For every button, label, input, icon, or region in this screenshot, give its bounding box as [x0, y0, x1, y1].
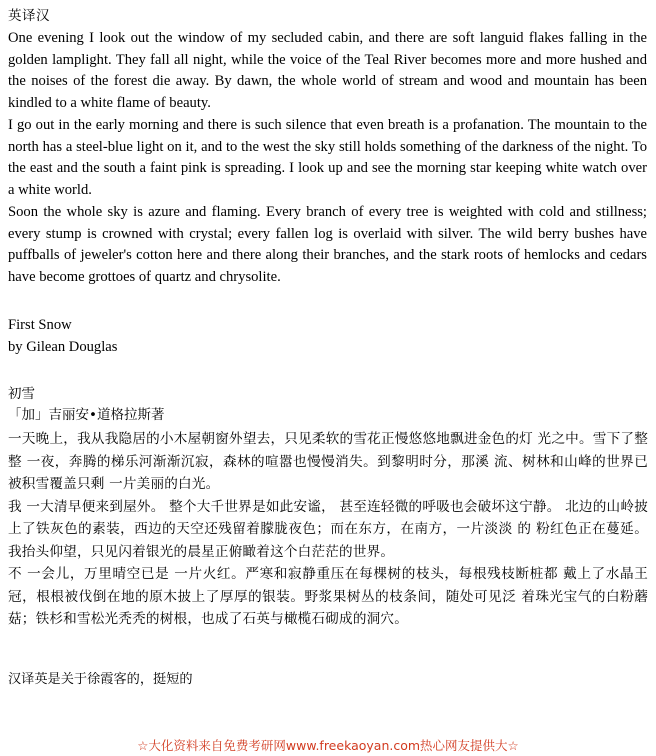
chinese-paragraph-2: 我 一大清早便来到屋外。 整个大千世界是如此安谧， 甚至连轻微的呼吸也会破坏这宁静。 北边的山岭披上了铁灰色的素装，西边的天空还残留着朦胧夜色；而在东方，在南方，一片淡淡 的 粉红色正在蔓延。我抬头仰望，只见闪着银光的晨星正俯瞰着这个白茫茫的世界。 — [8, 498, 648, 560]
chinese-paragraph-1: 一天晚上，我从我隐居的小木屋朝窗外望去，只见柔软的雪花正慢悠悠地飘进金色的灯 光之中。雪下了整整 一夜，奔腾的梯乐河渐渐沉寂，森林的喧嚣也慢慢消失。到黎明时分，那溪 流、树林和山峰的世界已被积雪覆盖只剩 一片美丽的白光。 — [8, 431, 648, 492]
watermark-text: ☆大化资料来自免费考研网www.freekaoyan.com热心网友提供大☆ — [137, 738, 519, 753]
spacer-extra — [8, 657, 648, 669]
english-title: First Snow — [8, 317, 72, 333]
footer-note: 汉译英是关于徐霞客的，挺短的 — [8, 671, 193, 687]
chinese-title: 初雪 — [8, 386, 35, 402]
watermark-banner — [0, 734, 656, 756]
section-heading: 英译汉 — [8, 8, 50, 24]
english-paragraph-2: I go out in the early morning and there is such silence that even breath is a profanation. The mountain to the north has a steel-blue light on it, and to the west the sky still holds something of the darkness of the night. To the east and the south a faint pink is spreading. I look up and see the morning star keeping white watch over a white world. — [8, 117, 647, 198]
spacer-before-chinese-title — [8, 358, 648, 384]
english-paragraph-1: One evening I look out the window of my secluded cabin, and there are soft languid flakes falling in the golden lamplight. They fall all night, while the voice of the Teal River becomes more and more hushed and the noises of the forest die away. By dawn, the whole world of stream and wood and mountain has been kindled to a white flame of beauty. — [8, 30, 647, 111]
english-paragraph-3: Soon the whole sky is azure and flaming. Every branch of every tree is weighted with cold and stillness; every stump is crowned with crystal; every fallen log is overlaid with silver. The wild berry bushes have puffballs of jeweler's cotton here and there along their branches, and the stark roots of hemlocks and cedars have become grottoes of quartz and chrysolite. — [8, 204, 647, 285]
spacer-before-title — [8, 289, 648, 315]
english-byline: by Gilean Douglas — [8, 338, 118, 355]
chinese-byline: 「加」吉丽安•道格拉斯著 — [8, 407, 165, 423]
chinese-paragraph-3: 不 一会儿，万里晴空已是 一片火红。严寒和寂静重压在每棵树的枝头，每根残枝断桩都 戴上了水晶王冠，根根被伐倒在地的原木披上了厚厚的银装。野浆果树丛的枝条间，随处可见泛 着珠光宝气的白粉蘑菇；铁杉和雪松光秃秃的树根，也成了石英与橄榄石砌成的洞穴。 — [8, 566, 648, 627]
spacer-before-footer-note — [8, 631, 648, 657]
